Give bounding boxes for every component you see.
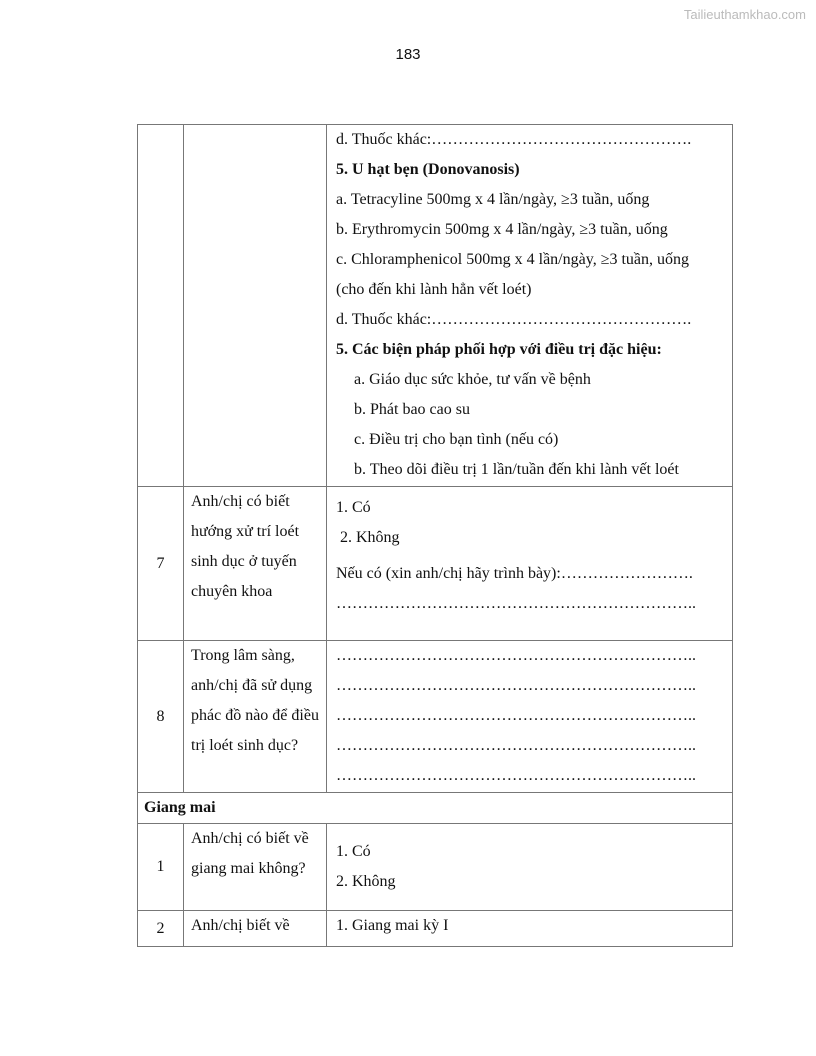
- cell-question: Anh/chị biết về: [184, 911, 327, 947]
- option: 1. Có: [336, 499, 371, 516]
- cell-answer: [327, 125, 733, 487]
- line: b. Theo dõi điều trị 1 lần/tuần đến khi lành vết loét: [354, 461, 679, 478]
- table-row: [138, 911, 733, 947]
- option: 2. Không: [340, 529, 400, 546]
- option: 2. Không: [336, 873, 396, 890]
- line: (cho đến khi lành hẳn vết loét): [336, 281, 532, 298]
- line: a. Giáo dục sức khỏe, tư vấn về bệnh: [354, 371, 591, 388]
- option: 1. Có: [336, 843, 371, 860]
- table-row: [138, 641, 733, 793]
- watermark: Tailieuthamkhao.com: [683, 7, 806, 22]
- section-heading: Giang mai: [138, 793, 733, 824]
- answer-blank: …………………………………………………………..: [336, 595, 696, 612]
- cell-question: Anh/chị có biết về giang mai không?: [184, 824, 327, 911]
- line: d. Thuốc khác:………………………………………….: [336, 131, 692, 148]
- section-row: [138, 793, 733, 824]
- cell-answer: [327, 641, 733, 793]
- table-row: [138, 824, 733, 911]
- cell-answer: [327, 911, 733, 947]
- cell-num: 8: [138, 641, 184, 793]
- subheading: 5. Các biện pháp phối hợp với điều trị đặc hiệu:: [336, 341, 662, 358]
- cell-answer: [327, 487, 733, 641]
- line: d. Thuốc khác:………………………………………….: [336, 311, 692, 328]
- cell-question: Anh/chị có biết hướng xử trí loét sinh dục ở tuyến chuyên khoa: [184, 487, 327, 641]
- cell-num: 7: [138, 487, 184, 641]
- cell-num: [138, 125, 184, 487]
- answer-blank: …………………………………………………………..: [336, 737, 696, 754]
- questionnaire-table: [137, 124, 733, 947]
- table-row: [138, 125, 733, 487]
- line: b. Erythromycin 500mg x 4 lần/ngày, ≥3 tuần, uống: [336, 221, 668, 238]
- answer-blank: …………………………………………………………..: [336, 677, 696, 694]
- cell-question: Trong lâm sàng, anh/chị đã sử dụng phác đồ nào để điều trị loét sinh dục?: [184, 641, 327, 793]
- cell-num: 1: [138, 824, 184, 911]
- line: a. Tetracyline 500mg x 4 lần/ngày, ≥3 tuần, uống: [336, 191, 650, 208]
- cell-question: [184, 125, 327, 487]
- cell-answer: [327, 824, 733, 911]
- line: c. Điều trị cho bạn tình (nếu có): [354, 431, 559, 448]
- page-number: 183: [395, 46, 421, 63]
- answer-blank: …………………………………………………………..: [336, 707, 696, 724]
- line: c. Chloramphenicol 500mg x 4 lần/ngày, ≥3 tuần, uống: [336, 251, 690, 268]
- subheading: 5. U hạt bẹn (Donovanosis): [336, 161, 520, 178]
- cell-num: 2: [138, 911, 184, 947]
- answer-blank: …………………………………………………………..: [336, 767, 696, 784]
- line: b. Phát bao cao su: [354, 401, 470, 418]
- option: 1. Giang mai kỳ I: [336, 917, 449, 934]
- answer-blank: …………………………………………………………..: [336, 647, 696, 664]
- line: Nếu có (xin anh/chị hãy trình bày):…………………….: [336, 565, 693, 582]
- table-row: [138, 487, 733, 641]
